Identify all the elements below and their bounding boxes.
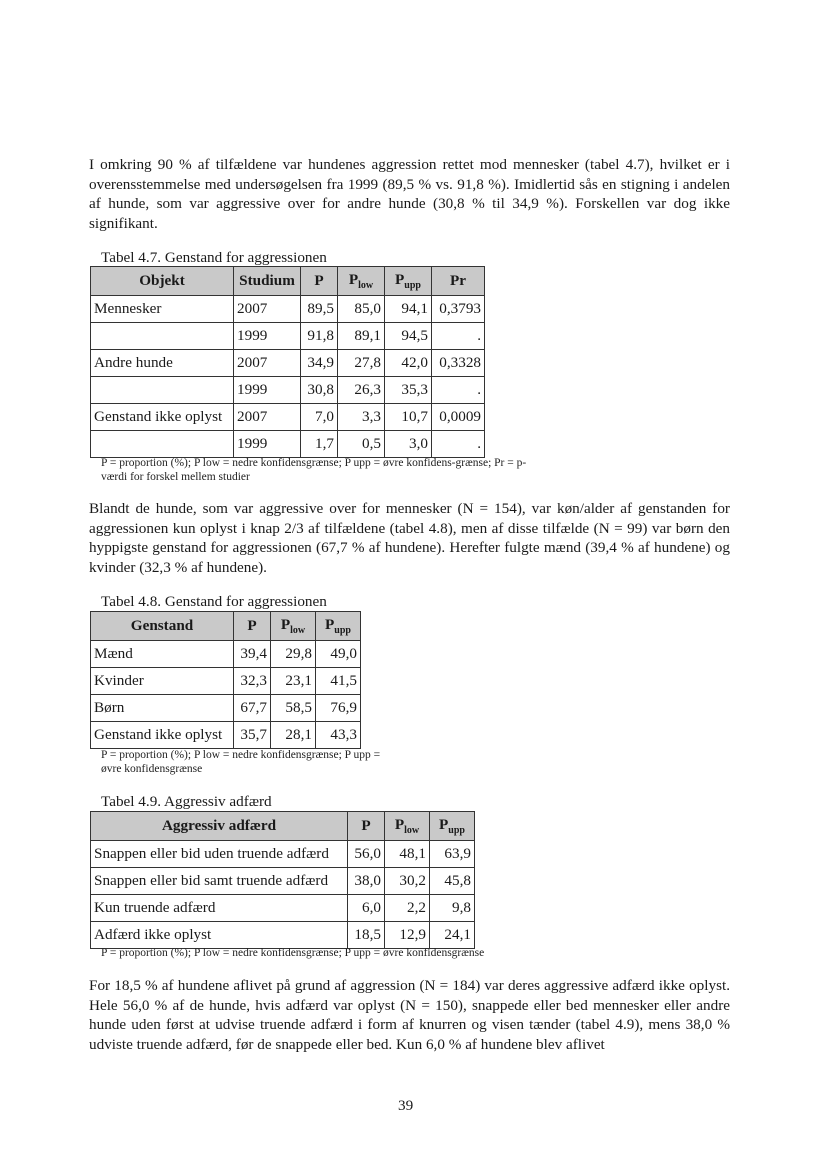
table-4-9-note: P = proportion (%); P low = nedre konfidensgrænse; P upp = øvre konfidensgrænse xyxy=(101,947,485,959)
table-4-8-caption: Tabel 4.8. Genstand for aggressionen xyxy=(101,593,327,610)
cell-pr: 0,3328 xyxy=(432,350,485,377)
cell-p: 35,7 xyxy=(234,722,271,749)
cell-genstand: Børn xyxy=(91,695,234,722)
col-header-pupp: $P_{upp}$ xyxy=(316,612,361,641)
table-4-9 xyxy=(90,811,475,949)
col-header-p: P xyxy=(301,267,338,296)
cell-plow: 29,8 xyxy=(271,641,316,668)
cell-plow: 30,2 xyxy=(385,868,430,895)
cell-objekt xyxy=(91,431,234,458)
cell-plow: 26,3 xyxy=(338,377,385,404)
cell-adfaerd: Kun truende adfærd xyxy=(91,895,348,922)
cell-pr: . xyxy=(432,377,485,404)
cell-pr: . xyxy=(432,323,485,350)
cell-pupp: 49,0 xyxy=(316,641,361,668)
cell-pupp: 63,9 xyxy=(430,841,475,868)
cell-pupp: 94,1 xyxy=(385,296,432,323)
cell-pr: . xyxy=(432,431,485,458)
cell-plow: 12,9 xyxy=(385,922,430,949)
cell-adfaerd: Snappen eller bid samt truende adfærd xyxy=(91,868,348,895)
table-row xyxy=(91,377,485,404)
paragraph-target-gender: Blandt de hunde, som var aggressive over for mennesker (N = 154), var køn/alder af genstanden for aggressionen kun oplyst i knap 2/3 af tilfældene (tabel 4.8), men af disse tilfælde (N = 99) var børn den hyppigste genstand for aggressionen (67,7 % af hundene). Herefter fulgte mænd (39,4 % af hundene) og kvinder (32,3 % af hundene). xyxy=(89,500,730,576)
cell-p: 34,9 xyxy=(301,350,338,377)
cell-p: 7,0 xyxy=(301,404,338,431)
table-row xyxy=(91,668,361,695)
cell-studium: 1999 xyxy=(234,377,301,404)
paragraph-aggressive-behaviour: For 18,5 % af hundene aflivet på grund af aggression (N = 184) var deres aggressive adfærd ikke oplyst. Hele 56,0 % af de hunde, hvis adfærd var oplyst (N = 150), snappede eller bed mennesker eller andre hunde uden først at udvise truende adfærd i form af knurren og visen tænder (tabel 4.9), mens 38,0 % udviste truende adfærd, før de snappede eller bed. Kun 6,0 % af hundene blev aflivet xyxy=(89,977,730,1053)
cell-pupp: 24,1 xyxy=(430,922,475,949)
cell-objekt: Andre hunde xyxy=(91,350,234,377)
table-row xyxy=(91,404,485,431)
col-header-plow: $P_{low}$ xyxy=(271,612,316,641)
cell-studium: 2007 xyxy=(234,404,301,431)
cell-plow: 27,8 xyxy=(338,350,385,377)
cell-studium: 1999 xyxy=(234,431,301,458)
cell-plow: 23,1 xyxy=(271,668,316,695)
cell-plow: 89,1 xyxy=(338,323,385,350)
col-header-plow: $P_{low}$ xyxy=(338,267,385,296)
col-header-p: P xyxy=(348,812,385,841)
table-row xyxy=(91,350,485,377)
col-header-pr: Pr xyxy=(432,267,485,296)
cell-pupp: 9,8 xyxy=(430,895,475,922)
table-4-7-caption: Tabel 4.7. Genstand for aggressionen xyxy=(101,249,327,266)
table-4-9-caption: Tabel 4.9. Aggressiv adfærd xyxy=(101,793,272,810)
cell-p: 67,7 xyxy=(234,695,271,722)
table-4-7 xyxy=(90,266,485,458)
cell-pupp: 41,5 xyxy=(316,668,361,695)
cell-pr: 0,0009 xyxy=(432,404,485,431)
cell-plow: 28,1 xyxy=(271,722,316,749)
cell-genstand: Mænd xyxy=(91,641,234,668)
cell-objekt xyxy=(91,377,234,404)
table-row xyxy=(91,641,361,668)
cell-studium: 2007 xyxy=(234,350,301,377)
col-header-genstand: Genstand xyxy=(91,612,234,641)
page-number: 39 xyxy=(398,1097,414,1114)
cell-pupp: 43,3 xyxy=(316,722,361,749)
cell-p: 6,0 xyxy=(348,895,385,922)
table-header-row xyxy=(91,812,475,841)
table-row xyxy=(91,722,361,749)
col-header-p: P xyxy=(234,612,271,641)
table-row xyxy=(91,695,361,722)
cell-p: 18,5 xyxy=(348,922,385,949)
cell-objekt: Mennesker xyxy=(91,296,234,323)
table-4-8-note: P = proportion (%); P low = nedre konfidensgrænse; P upp = øvre konfidensgrænse xyxy=(101,749,381,775)
cell-adfaerd: Snappen eller bid uden truende adfærd xyxy=(91,841,348,868)
cell-pupp: 94,5 xyxy=(385,323,432,350)
cell-plow: 58,5 xyxy=(271,695,316,722)
cell-studium: 1999 xyxy=(234,323,301,350)
table-header-row xyxy=(91,612,361,641)
cell-p: 91,8 xyxy=(301,323,338,350)
col-header-pupp: $P_{upp}$ xyxy=(430,812,475,841)
cell-plow: 48,1 xyxy=(385,841,430,868)
cell-pupp: 10,7 xyxy=(385,404,432,431)
cell-pupp: 45,8 xyxy=(430,868,475,895)
cell-objekt xyxy=(91,323,234,350)
table-header-row xyxy=(91,267,485,296)
col-header-pupp: $P_{upp}$ xyxy=(385,267,432,296)
cell-plow: 3,3 xyxy=(338,404,385,431)
table-row xyxy=(91,296,485,323)
cell-p: 89,5 xyxy=(301,296,338,323)
table-row xyxy=(91,323,485,350)
cell-p: 32,3 xyxy=(234,668,271,695)
cell-pr: 0,3793 xyxy=(432,296,485,323)
cell-pupp: 42,0 xyxy=(385,350,432,377)
table-row xyxy=(91,841,475,868)
cell-pupp: 3,0 xyxy=(385,431,432,458)
col-header-plow: $P_{low}$ xyxy=(385,812,430,841)
cell-plow: 0,5 xyxy=(338,431,385,458)
table-row xyxy=(91,431,485,458)
table-row xyxy=(91,868,475,895)
cell-p: 56,0 xyxy=(348,841,385,868)
cell-objekt: Genstand ikke oplyst xyxy=(91,404,234,431)
cell-genstand: Kvinder xyxy=(91,668,234,695)
cell-p: 30,8 xyxy=(301,377,338,404)
cell-pupp: 76,9 xyxy=(316,695,361,722)
table-4-8 xyxy=(90,611,361,749)
col-header-studium: Studium xyxy=(234,267,301,296)
table-4-7-note: P = proportion (%); P low = nedre konfidensgrænse; P upp = øvre konfidens-grænse; Pr = p-værdi for forskel mellem studier xyxy=(101,457,527,483)
table-row xyxy=(91,895,475,922)
table-row xyxy=(91,922,475,949)
cell-plow: 85,0 xyxy=(338,296,385,323)
cell-plow: 2,2 xyxy=(385,895,430,922)
cell-pupp: 35,3 xyxy=(385,377,432,404)
paragraph-aggression-target: I omkring 90 % af tilfældene var hundenes aggression rettet mod mennesker (tabel 4.7), hvilket er i overensstemmelse med undersøgelsen fra 1999 (89,5 % vs. 91,8 %). Imidlertid sås en stigning i andelen af hunde, som var aggressive over for andre hunde (30,8 % til 34,9 %). Forskellen var dog ikke signifikant. xyxy=(89,156,730,232)
col-header-objekt: Objekt xyxy=(91,267,234,296)
cell-studium: 2007 xyxy=(234,296,301,323)
cell-p: 39,4 xyxy=(234,641,271,668)
cell-p: 38,0 xyxy=(348,868,385,895)
cell-p: 1,7 xyxy=(301,431,338,458)
cell-adfaerd: Adfærd ikke oplyst xyxy=(91,922,348,949)
cell-genstand: Genstand ikke oplyst xyxy=(91,722,234,749)
col-header-aggressiv-adfaerd: Aggressiv adfærd xyxy=(91,812,348,841)
